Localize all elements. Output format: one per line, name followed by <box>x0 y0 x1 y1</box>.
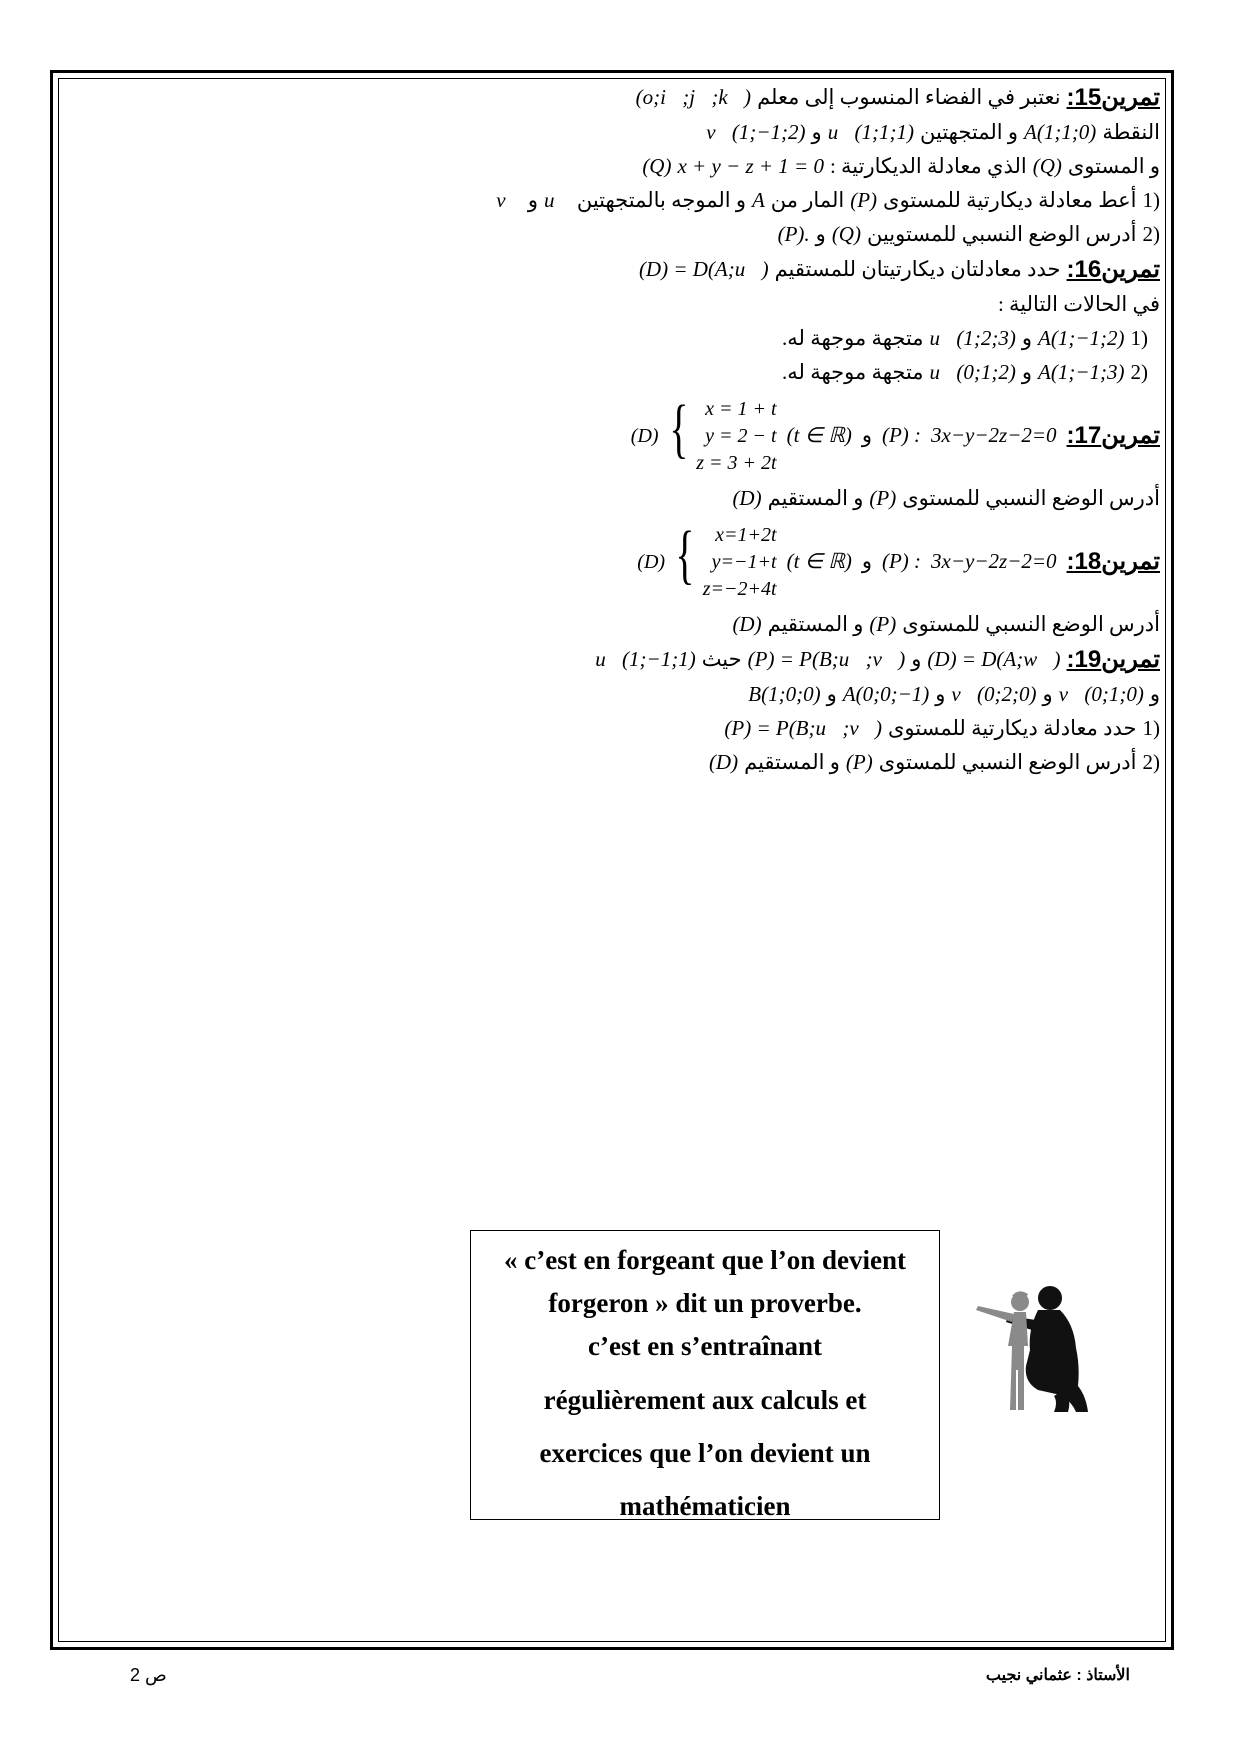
ex18-system-label: (D) <box>637 550 666 573</box>
ex15-q1-number: 1) <box>1142 188 1160 213</box>
ex19-point-b: B(1;0;0) <box>748 682 821 707</box>
quote-line-1: « c’est en forgeant que l’on devient <box>504 1245 906 1275</box>
ex17-eq-x: x = 1 + t <box>705 397 777 420</box>
ex17-param: (t ∈ ℝ) <box>786 423 852 448</box>
ex15-vectors-label: و المتجهتين <box>920 120 1018 145</box>
ex17-title: تمرين17: <box>1066 422 1160 449</box>
ex16-c2-and: و <box>1021 360 1033 385</box>
ex15-question2 <box>70 218 1160 252</box>
ex18-and: و <box>861 549 872 574</box>
ex16-c2-text: متجهة موجهة له. <box>782 360 924 385</box>
ex18-equations <box>703 522 777 603</box>
ex16-cases-text: في الحالات التالية : <box>997 292 1160 317</box>
ex16-title: تمرين16: <box>1066 256 1160 283</box>
ex16-c1-and: و <box>1021 326 1033 351</box>
ex15-q2-and: و <box>815 222 826 247</box>
ex16-c2-point: A(1;−1;3) <box>1038 360 1125 385</box>
ex16-c2-vector: u⃗(0;1;2) <box>929 360 1016 385</box>
ex15-q2-number: 2) <box>1142 222 1160 247</box>
ex18-param: (t ∈ ℝ) <box>786 549 852 574</box>
ex15-vector-v: v⃗(1;−1;2) <box>706 120 806 145</box>
quote-line-4: régulièrement aux calculs et <box>543 1384 867 1415</box>
ex18-title: تمرين18: <box>1066 548 1160 575</box>
ex15-q1-point: A <box>751 188 765 213</box>
quote-line-3: c’est en s’entraînant <box>588 1331 822 1362</box>
footer-teacher-name: الأستاذ : عثماني نجيب <box>985 1667 1130 1684</box>
ex15-q1-text: أعط معادلة ديكارتية للمستوى <box>883 188 1137 213</box>
ex19-and-1: و <box>1149 682 1160 707</box>
ex18-plane-equation: 3x−y−2z−2=0 <box>931 549 1057 574</box>
ex17-task-p: (P) <box>869 486 897 511</box>
ex15-title: تمرين15: <box>1066 84 1160 111</box>
ex18-line1 <box>70 516 1160 608</box>
ex19-line2 <box>70 678 1160 712</box>
ex19-where: حيث <box>701 647 742 672</box>
ex19-q1-plane: (P) = P(B;u⃗;v⃗) <box>724 716 882 741</box>
ex19-q1-text: حدد معادلة ديكارتية للمستوى <box>887 716 1137 741</box>
ex19-q2-text: أدرس الوضع النسبي للمستوى <box>878 750 1137 775</box>
ex19-and-4: و <box>826 682 837 707</box>
ex19-q2-plane: (P) <box>845 750 873 775</box>
ex19-vector-v2: v⃗(0;2;0) <box>951 682 1037 707</box>
ex16-c1-text: متجهة موجهة له. <box>782 326 924 351</box>
ex19-q2-d: (D) <box>708 750 739 775</box>
brace-icon: { <box>675 517 695 591</box>
ex17-task <box>70 482 1160 516</box>
ex15-and: و <box>811 120 822 145</box>
ex17-eq-y: y = 2 − t <box>705 424 777 447</box>
ex16-c1-vector: u⃗(1;2;3) <box>929 326 1016 351</box>
ex15-line1 <box>70 80 1160 116</box>
ex18-task-line: و المستقيم <box>767 612 864 637</box>
ex18-eq-x: x=1+2t <box>715 523 777 546</box>
ex18-task-d: (D) <box>732 612 762 637</box>
ex18-plane-label: (P) : <box>881 549 922 574</box>
ex18-task-p: (P) <box>869 612 897 637</box>
ex18-eq-z: z=−2+4t <box>702 577 777 600</box>
ex16-c1-number: 1) <box>1130 326 1148 351</box>
ex15-equation-label: الذي معادلة الديكارتية : <box>829 154 1027 179</box>
ex19-question2 <box>70 746 1160 780</box>
ex19-and: و <box>911 647 922 672</box>
ex19-point-a: A(0;0;−1) <box>842 682 930 707</box>
adult-child-pointing-silhouette-icon <box>968 1270 1118 1420</box>
ex18-task-text: أدرس الوضع النسبي للمستوى <box>902 612 1160 637</box>
ex15-q1-u: u⃗ <box>544 188 571 213</box>
ex19-q2-number: 2) <box>1142 750 1160 775</box>
ex19-vector-v1: v⃗(0;1;0) <box>1058 682 1144 707</box>
brace-icon: { <box>668 391 688 465</box>
ex17-task-line: و المستقيم <box>767 486 864 511</box>
ex15-q1-v: v⃗ <box>496 188 522 213</box>
ex15-equation: x + y − z + 1 = 0 <box>677 154 824 179</box>
ex19-and-3: و <box>935 682 946 707</box>
ex15-line2 <box>70 116 1160 150</box>
ex17-eq-z: z = 3 + 2t <box>696 451 777 474</box>
quote-line-5: exercices que l’on devient un <box>539 1437 871 1468</box>
ex19-and-2: و <box>1042 682 1053 707</box>
ex17-system <box>630 391 777 477</box>
ex15-point-a: A(1;1;0) <box>1024 120 1097 145</box>
ex17-plane-equation: 3x−y−2z−2=0 <box>931 423 1057 448</box>
ex15-q2-p: (P). <box>777 222 810 247</box>
ex17-and: و <box>861 423 872 448</box>
ex17-plane-label: (P) : <box>881 423 922 448</box>
ex19-line1 <box>70 642 1160 678</box>
ex17-line1 <box>70 390 1160 482</box>
ex19-plane-def: (P) = P(B;u⃗;v⃗) <box>747 647 906 672</box>
ex18-system <box>637 517 777 603</box>
ex15-q2-q: (Q) <box>831 222 861 247</box>
ex16-line1 <box>70 252 1160 288</box>
ex17-task-text: أدرس الوضع النسبي للمستوى <box>902 486 1160 511</box>
ex17-system-label: (D) <box>630 424 659 447</box>
ex19-question1 <box>70 712 1160 746</box>
ex15-line3 <box>70 150 1160 184</box>
quote-line-6: mathématicien <box>619 1490 791 1521</box>
quote-line-2: forgeron » dit un proverbe. <box>548 1288 862 1319</box>
footer-page-number: ص 2 <box>130 1665 167 1685</box>
proverb-quote-box <box>470 1230 940 1520</box>
ex15-q1-plane: (P) <box>850 188 878 213</box>
ex19-title: تمرين19: <box>1066 646 1160 673</box>
ex17-task-d: (D) <box>732 486 762 511</box>
ex15-q2-text: أدرس الوضع النسبي للمستويين <box>866 222 1137 247</box>
ex15-plane-label: و المستوى <box>1067 154 1160 179</box>
ex19-q1-number: 1) <box>1142 716 1160 741</box>
ex15-frame: (o;i⃗;j⃗;k⃗) <box>635 85 752 110</box>
ex16-cases-label <box>70 288 1160 322</box>
ex15-question1 <box>70 184 1160 218</box>
ex19-q2-line: و المستقيم <box>744 750 840 775</box>
ex16-case1 <box>70 322 1160 356</box>
ex16-intro: حدد معادلتان ديكارتيتان للمستقيم <box>774 257 1061 282</box>
ex19-vector-u: u⃗(1;−1;1) <box>595 647 696 672</box>
ex16-c1-point: A(1;−1;2) <box>1038 326 1125 351</box>
exercise-content <box>70 80 1160 780</box>
ex18-eq-y: y=−1+t <box>711 550 777 573</box>
ex15-q1-and: و <box>527 188 538 213</box>
ex15-point-label: النقطة <box>1102 120 1160 145</box>
ex15-plane-q: (Q) <box>1032 154 1062 179</box>
ex19-line-def: (D) = D(A;w⃗) <box>927 647 1061 672</box>
ex15-vector-u: u⃗(1;1;1) <box>827 120 914 145</box>
ex16-c2-number: 2) <box>1130 360 1148 385</box>
ex15-q1-directed: و الموجه بالمتجهتين <box>576 188 746 213</box>
ex16-line-def: (D) = D(A;u⃗) <box>638 257 769 282</box>
ex15-intro: نعتبر في الفضاء المنسوب إلى معلم <box>757 85 1061 110</box>
ex15-plane-q-tag: (Q) <box>642 154 672 179</box>
ex15-q1-through: المار من <box>770 188 845 213</box>
ex18-task <box>70 608 1160 642</box>
ex17-equations <box>696 396 776 477</box>
ex16-case2 <box>70 356 1160 390</box>
